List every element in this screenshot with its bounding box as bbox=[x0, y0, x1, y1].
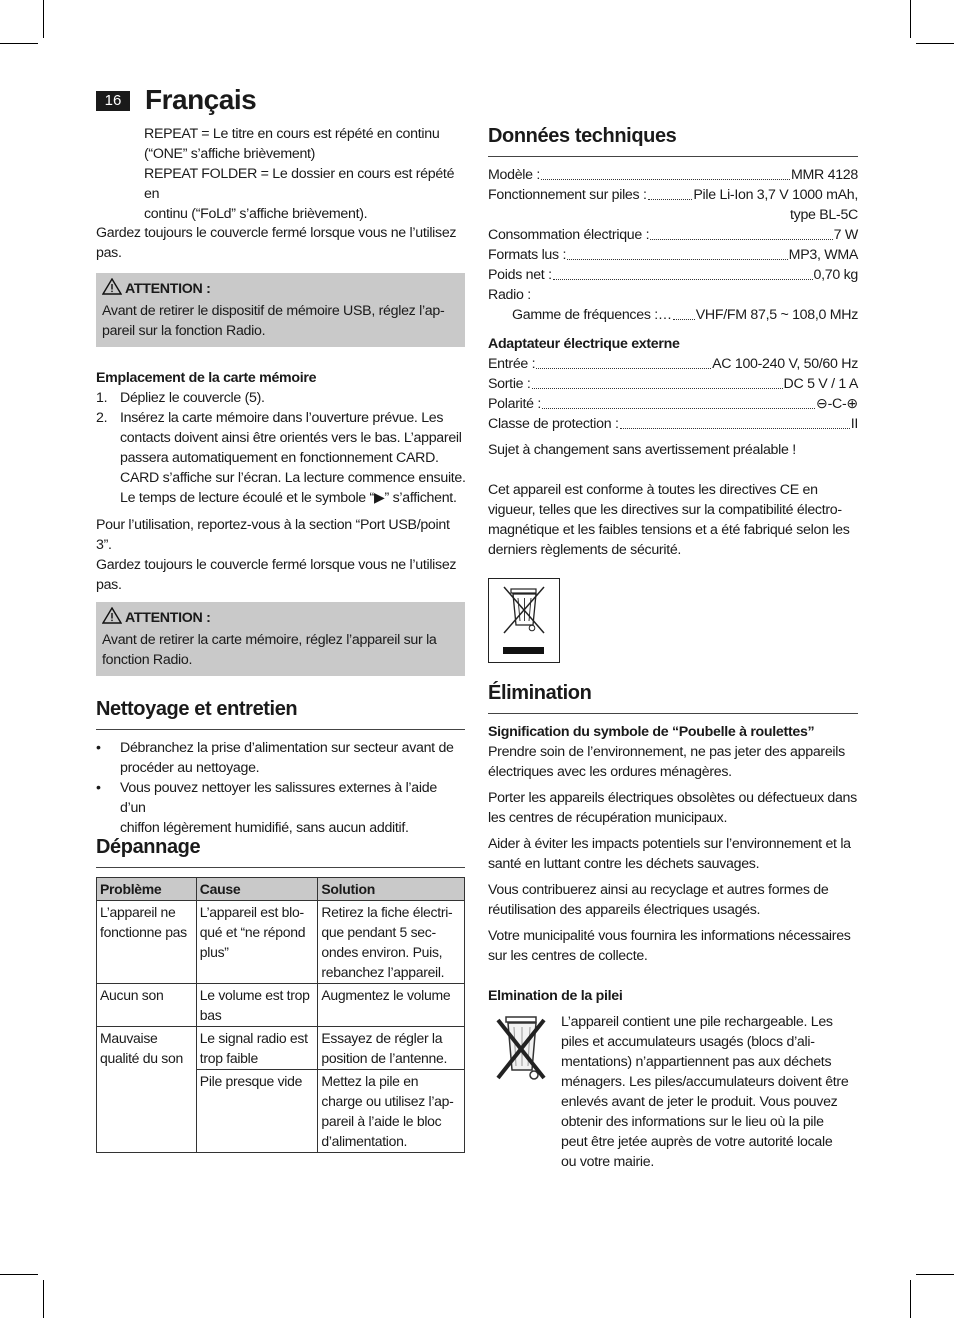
column-header: Solution bbox=[318, 878, 465, 901]
table-row bbox=[97, 901, 465, 984]
table-cell bbox=[196, 1070, 318, 1153]
step-line: Le temps de lecture écoulé et le symbole “▶” s’affichent. bbox=[120, 490, 457, 506]
spec-label: Fonctionnement sur piles : bbox=[488, 187, 647, 203]
attention-box bbox=[96, 602, 465, 676]
disposal-line: électriques avec les ordures ménagères. bbox=[488, 764, 732, 780]
warning-icon bbox=[102, 607, 122, 630]
disposal-line: Prendre soin de l’environnement, ne pas jeter des appareils bbox=[488, 744, 845, 760]
disposal-line: Votre municipalité vous fournira les informations nécessaires bbox=[488, 928, 851, 944]
step-line: Insérez la carte mémoire dans l’ouverture prévue. Les bbox=[120, 410, 444, 426]
spec-label: Radio : bbox=[488, 287, 531, 303]
bullet: • bbox=[96, 780, 101, 796]
spec-label: Sortie : bbox=[488, 376, 531, 392]
cell-line: charge ou utilisez l’ap- bbox=[321, 1093, 454, 1109]
cell-line: fonctionne pas bbox=[100, 924, 187, 940]
crop-mark bbox=[910, 0, 911, 38]
spec-value: MMR 4128 bbox=[791, 167, 858, 183]
step-line: contacts doivent ainsi être orientés vers le bas. L’appareil bbox=[120, 430, 462, 446]
symbol-heading: Signification du symbole de “Poubelle à roulettes” bbox=[488, 724, 815, 740]
battery-text bbox=[561, 1012, 861, 1172]
table-cell bbox=[318, 901, 465, 984]
crop-mark bbox=[0, 43, 38, 44]
spec-value: II bbox=[850, 416, 858, 432]
memory-card-section bbox=[96, 368, 471, 595]
specs-heading: Données techniques bbox=[488, 125, 858, 157]
page-title: Français bbox=[145, 84, 257, 115]
spec-row bbox=[488, 374, 858, 394]
bullet-line: Débranchez la prise d’alimentation sur secteur avant de bbox=[120, 740, 454, 756]
disposal-line: Porter les appareils électriques obsolètes ou défectueux dans bbox=[488, 790, 857, 806]
table-cell bbox=[97, 901, 197, 984]
spec-value: DC 5 V / 1 A bbox=[783, 376, 858, 392]
specs-section bbox=[488, 125, 858, 560]
adapter-heading: Adaptateur électrique externe bbox=[488, 336, 680, 352]
cell-line: trop faible bbox=[199, 1050, 258, 1066]
spec-value: Pile Li-Ion 3,7 V 1000 mAh, bbox=[693, 187, 858, 203]
spec-value: VHF/FM 87,5 ~ 108,0 MHz bbox=[695, 307, 858, 323]
attention-text: Avant de retirer la carte mémoire, réglez l’appareil sur la bbox=[102, 632, 437, 648]
memory-card-heading: Emplacement de la carte mémoire bbox=[96, 370, 317, 386]
spec-value: AC 100-240 V, 50/60 Hz bbox=[712, 356, 858, 372]
attention-text: fonction Radio. bbox=[102, 652, 193, 668]
spec-value: type BL-5C bbox=[790, 207, 858, 223]
conformity-line: Cet appareil est conforme à toutes les directives CE en bbox=[488, 482, 818, 498]
table-cell bbox=[97, 984, 197, 1027]
spec-row bbox=[488, 414, 858, 434]
cover-note bbox=[96, 223, 465, 263]
spec-row bbox=[488, 165, 858, 185]
cell-line: Mauvaise bbox=[100, 1030, 158, 1046]
list-item bbox=[96, 738, 465, 778]
list-item bbox=[96, 408, 471, 508]
cell-line: rebanchez l’appareil. bbox=[321, 964, 445, 980]
repeat-section bbox=[144, 124, 469, 224]
disposal-line: réutilisation des appareils électriques usagés. bbox=[488, 902, 761, 918]
column-header: Problème bbox=[97, 878, 197, 901]
spec-row bbox=[488, 225, 858, 245]
spec-row bbox=[488, 185, 858, 205]
cover-note-line: pas. bbox=[96, 577, 122, 593]
crop-mark bbox=[916, 43, 954, 44]
cleaning-heading: Nettoyage et entretien bbox=[96, 698, 465, 730]
troubleshooting-table bbox=[96, 877, 465, 1153]
bullet-line: procéder au nettoyage. bbox=[120, 760, 260, 776]
cell-line: qualité du son bbox=[100, 1050, 183, 1066]
table-cell bbox=[196, 984, 318, 1027]
disposal-heading: Élimination bbox=[488, 682, 858, 714]
troubleshooting-section bbox=[96, 836, 465, 1153]
battery-bin-icon bbox=[492, 1012, 552, 1087]
page-number: 16 bbox=[96, 91, 130, 111]
battery-heading: Elmination de la pilei bbox=[488, 988, 623, 1004]
weee-bin-icon bbox=[488, 578, 560, 663]
spec-value: MP3, WMA bbox=[788, 247, 858, 263]
list-item bbox=[96, 388, 471, 408]
cleaning-section bbox=[96, 698, 465, 838]
conformity-line: magnétique et les faibles tensions et a été fabriqué selon les bbox=[488, 522, 850, 538]
bullet: • bbox=[96, 740, 101, 756]
polarity-symbol: ⊖-C-⊕ bbox=[816, 396, 858, 412]
cell-line: bas bbox=[199, 1007, 222, 1023]
repeat-line: REPEAT FOLDER = Le dossier en cours est répété en bbox=[144, 166, 455, 202]
cell-line: Augmentez le volume bbox=[321, 987, 451, 1003]
attention-title: ATTENTION : bbox=[125, 610, 211, 626]
warning-icon bbox=[102, 278, 122, 301]
cell-line: Aucun son bbox=[100, 987, 164, 1003]
disposal-line: santé en luttant contre les déchets sauvages. bbox=[488, 856, 760, 872]
usage-note: 3”. bbox=[96, 537, 112, 553]
cell-line: Le volume est trop bbox=[199, 987, 310, 1003]
list-item bbox=[96, 778, 465, 838]
disposal-line: les centres de récupération municipaux. bbox=[488, 810, 728, 826]
battery-line: mentations) n’appartiennent pas aux déchets bbox=[561, 1054, 832, 1070]
bullet-line: Vous pouvez nettoyer les salissures externes à l’aide d’un bbox=[120, 780, 437, 816]
table-cell bbox=[97, 1027, 197, 1153]
crop-mark bbox=[916, 1274, 954, 1275]
cell-line: que pendant 5 sec- bbox=[321, 924, 436, 940]
crop-mark bbox=[0, 1274, 38, 1275]
disposal-line: Vous contribuerez ainsi au recyclage et autres formes de bbox=[488, 882, 829, 898]
conformity-line: vigueur, telles que les directives sur la compatibilité électro- bbox=[488, 502, 842, 518]
disposal-line: Aider à éviter les impacts potentiels sur l’environnement et la bbox=[488, 836, 851, 852]
cell-line: L’appareil est blo- bbox=[199, 904, 304, 920]
step-number: 1. bbox=[96, 390, 108, 406]
column-header: Cause bbox=[196, 878, 318, 901]
disposal-line: sur les centres de collecte. bbox=[488, 948, 648, 964]
troubleshooting-heading: Dépannage bbox=[96, 836, 465, 868]
conformity-line: derniers règlements de sécurité. bbox=[488, 542, 682, 558]
battery-line: piles et accumulateurs usagés (blocs d’ali- bbox=[561, 1034, 815, 1050]
usage-note: Pour l’utilisation, reportez-vous à la section “Port USB/point bbox=[96, 517, 450, 533]
spec-value: 7 W bbox=[833, 227, 858, 243]
attention-box bbox=[96, 273, 465, 347]
crop-mark bbox=[43, 1280, 44, 1318]
spec-label: Polarité : bbox=[488, 396, 541, 412]
cover-note-line: Gardez toujours le couvercle fermé lorsque vous ne l’utilisez bbox=[96, 225, 457, 241]
repeat-line: continu (“FoLd” s’affiche brièvement). bbox=[144, 206, 368, 222]
cell-line: Pile presque vide bbox=[199, 1073, 303, 1089]
step-line: passera automatiquement en fonctionnement CARD. bbox=[120, 450, 439, 466]
spec-row bbox=[488, 305, 858, 325]
battery-line: enlevés avant de jeter le produit. Vous pouvez bbox=[561, 1094, 838, 1110]
spec-row bbox=[488, 394, 858, 414]
repeat-line: (“ONE” s’affiche brièvement) bbox=[144, 146, 316, 162]
cell-line: L’appareil ne bbox=[100, 904, 176, 920]
table-cell bbox=[318, 984, 465, 1027]
disposal-section bbox=[488, 682, 858, 1006]
table-row bbox=[97, 1027, 465, 1070]
attention-text: Avant de retirer le dispositif de mémoire USB, réglez l’ap- bbox=[102, 303, 445, 319]
spec-label: Formats lus : bbox=[488, 247, 567, 263]
spec-label: Consommation électrique : bbox=[488, 227, 650, 243]
spec-label: Poids net : bbox=[488, 267, 552, 283]
attention-text: pareil sur la fonction Radio. bbox=[102, 323, 266, 339]
cell-line: pareil à l’aide le bloc bbox=[321, 1113, 442, 1129]
cell-line: ondes environ. Puis, bbox=[321, 944, 443, 960]
change-note: Sujet à changement sans avertissement préalable ! bbox=[488, 442, 796, 458]
table-row bbox=[97, 984, 465, 1027]
spec-label: Gamme de fréquences :… bbox=[512, 307, 672, 323]
step-line: CARD s’affiche sur l’écran. La lecture commence ensuite. bbox=[120, 470, 466, 486]
crop-mark bbox=[910, 1280, 911, 1318]
attention-title: ATTENTION : bbox=[125, 281, 211, 297]
spec-row bbox=[488, 354, 858, 374]
table-header-row bbox=[97, 878, 465, 901]
cell-line: qué et “ne répond bbox=[199, 924, 306, 940]
cell-line: plus” bbox=[199, 944, 229, 960]
step-line: Dépliez le couvercle (5). bbox=[120, 390, 265, 406]
bullet-line: chiffon légèrement humidifié, sans aucun additif. bbox=[120, 820, 409, 836]
cell-line: Le signal radio est bbox=[199, 1030, 308, 1046]
spec-label: Entrée : bbox=[488, 356, 536, 372]
spec-label: Modèle : bbox=[488, 167, 541, 183]
step-number: 2. bbox=[96, 410, 108, 426]
battery-line: ménagers. Les piles/accumulateurs doivent être bbox=[561, 1074, 849, 1090]
crop-mark bbox=[43, 0, 44, 38]
table-cell bbox=[318, 1027, 465, 1070]
cover-note-line: pas. bbox=[96, 245, 122, 261]
table-cell bbox=[196, 1027, 318, 1070]
cell-line: d’alimentation. bbox=[321, 1133, 408, 1149]
cell-line: Retirez la fiche électri- bbox=[321, 904, 453, 920]
battery-line: obtenir des informations sur le lieu où la pile bbox=[561, 1114, 824, 1130]
table-cell bbox=[318, 1070, 465, 1153]
cover-note-line: Gardez toujours le couvercle fermé lorsque vous ne l’utilisez bbox=[96, 557, 457, 573]
battery-line: L’appareil contient une pile rechargeable. Les bbox=[561, 1014, 833, 1030]
battery-line: ou votre mairie. bbox=[561, 1154, 654, 1170]
battery-line: peut être jetée auprès de votre autorité locale bbox=[561, 1134, 833, 1150]
table-cell bbox=[196, 901, 318, 984]
spec-label: Classe de protection : bbox=[488, 416, 619, 432]
repeat-line: REPEAT = Le titre en cours est répété en continu bbox=[144, 126, 440, 142]
cell-line: Essayez de régler la bbox=[321, 1030, 443, 1046]
cell-line: position de l’antenne. bbox=[321, 1050, 448, 1066]
spec-row bbox=[488, 265, 858, 285]
spec-row bbox=[488, 245, 858, 265]
spec-value: 0,70 kg bbox=[813, 267, 858, 283]
cell-line: Mettez la pile en bbox=[321, 1073, 419, 1089]
